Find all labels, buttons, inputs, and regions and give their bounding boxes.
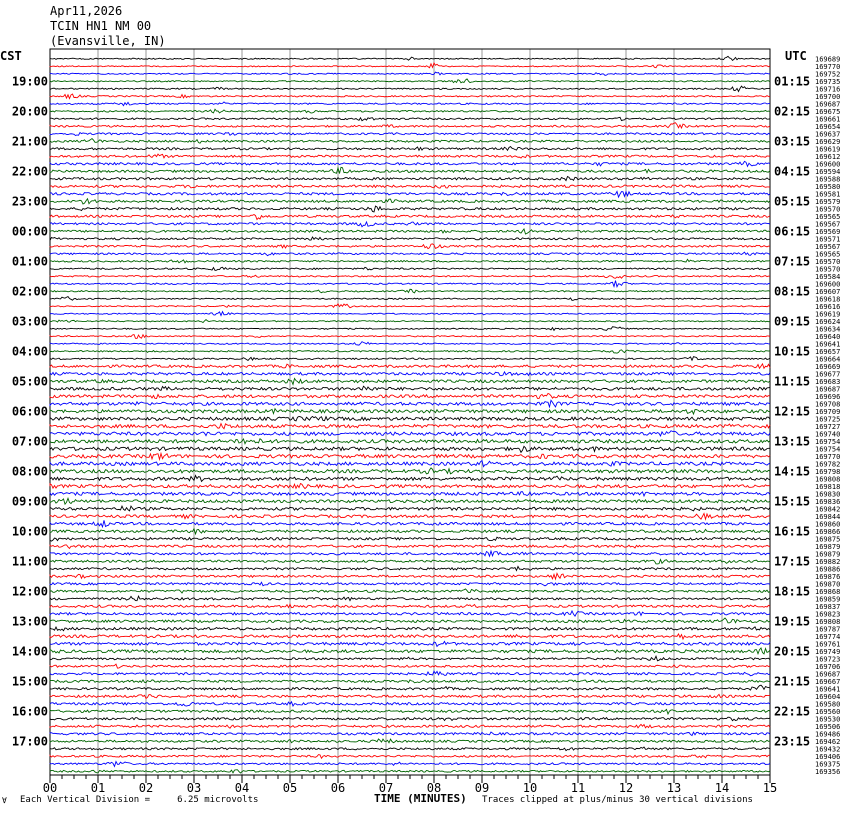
trace-line-71 — [50, 582, 770, 586]
trace-line-75 — [50, 611, 770, 616]
trace-line-74 — [50, 604, 770, 607]
trace-offset-label: 169868 — [815, 587, 841, 596]
trace-offset-label: 169375 — [815, 760, 841, 769]
x-tick-label: 05 — [282, 781, 298, 795]
left-time-label: 13:00 — [11, 614, 48, 629]
trace-offset-label: 169570 — [815, 265, 841, 274]
x-tick-label: 06 — [330, 781, 346, 795]
left-time-label: 07:00 — [11, 434, 48, 449]
trace-offset-label: 169560 — [815, 707, 841, 716]
trace-offset-label: 169708 — [815, 400, 841, 409]
trace-offset-label: 169607 — [815, 287, 841, 296]
trace-line-24 — [50, 229, 770, 234]
trace-offset-label: 169716 — [815, 85, 841, 94]
clip-note: Traces clipped at plus/minus 30 vertical divisions — [482, 795, 753, 805]
trace-line-94 — [50, 755, 770, 759]
trace-offset-label: 169761 — [815, 640, 841, 649]
trace-line-27 — [50, 252, 770, 256]
trace-offset-label: 169356 — [815, 767, 841, 776]
header-date: Apr11,2026 — [50, 4, 123, 18]
trace-line-50 — [50, 424, 770, 429]
right-time-label: 20:15 — [774, 644, 811, 659]
trace-offset-label: 169706 — [815, 662, 841, 671]
right-time-label: 05:15 — [774, 194, 811, 209]
right-time-label: 23:15 — [774, 734, 811, 749]
right-time-label: 08:15 — [774, 284, 811, 299]
trace-offset-label: 169641 — [815, 685, 841, 694]
trace-line-9 — [50, 117, 770, 120]
logo-mark: ∀ — [2, 796, 7, 805]
trace-offset-label: 169836 — [815, 497, 841, 506]
trace-line-3 — [50, 72, 770, 75]
trace-offset-label: 169774 — [815, 632, 841, 641]
trace-offset-label: 169740 — [815, 430, 841, 439]
left-timezone-label: CST — [0, 49, 22, 63]
x-tick-label: 11 — [570, 781, 586, 795]
trace-offset-label: 169629 — [815, 137, 841, 146]
trace-offset-label: 169677 — [815, 370, 841, 379]
x-tick-label: 12 — [618, 781, 634, 795]
trace-line-52 — [50, 439, 770, 444]
trace-offset-label: 169506 — [815, 722, 841, 731]
left-time-label: 23:00 — [11, 194, 48, 209]
trace-line-96 — [50, 770, 770, 773]
trace-offset-label: 169600 — [815, 280, 841, 289]
trace-line-6 — [50, 94, 770, 99]
trace-line-88 — [50, 709, 770, 714]
trace-line-58 — [50, 483, 770, 488]
left-time-label: 16:00 — [11, 704, 48, 719]
right-time-label: 06:15 — [774, 224, 811, 239]
trace-line-16 — [50, 167, 770, 173]
trace-offset-label: 169600 — [815, 160, 841, 169]
trace-offset-label: 169687 — [815, 385, 841, 394]
trace-line-28 — [50, 259, 770, 262]
trace-line-89 — [50, 717, 770, 721]
trace-line-85 — [50, 685, 770, 690]
trace-offset-label: 169624 — [815, 317, 841, 326]
trace-line-39 — [50, 342, 770, 345]
left-time-label: 09:00 — [11, 494, 48, 509]
trace-offset-label: 169569 — [815, 227, 841, 236]
trace-offset-label: 169844 — [815, 512, 841, 521]
right-time-label: 21:15 — [774, 674, 811, 689]
trace-line-48 — [50, 409, 770, 414]
x-axis-title: TIME (MINUTES) — [374, 792, 467, 805]
trace-line-59 — [50, 492, 770, 496]
trace-offset-label: 169664 — [815, 355, 841, 364]
trace-line-84 — [50, 680, 770, 683]
trace-line-46 — [50, 393, 770, 398]
left-time-label: 12:00 — [11, 584, 48, 599]
trace-line-13 — [50, 147, 770, 151]
trace-offset-label: 169860 — [815, 520, 841, 529]
trace-line-10 — [50, 123, 770, 128]
right-time-label: 03:15 — [774, 134, 811, 149]
trace-offset-label: 169808 — [815, 617, 841, 626]
trace-offset-label: 169754 — [815, 437, 841, 446]
trace-offset-label: 169798 — [815, 467, 841, 476]
trace-line-47 — [50, 400, 770, 407]
trace-offset-label: 169725 — [815, 415, 841, 424]
x-tick-label: 15 — [762, 781, 778, 795]
left-time-label: 20:00 — [11, 104, 48, 119]
trace-line-66 — [50, 545, 770, 549]
trace-offset-label: 169876 — [815, 572, 841, 581]
x-tick-label: 04 — [234, 781, 250, 795]
trace-line-91 — [50, 732, 770, 735]
left-time-label: 06:00 — [11, 404, 48, 419]
right-time-label: 04:15 — [774, 164, 811, 179]
trace-offset-label: 169859 — [815, 595, 841, 604]
trace-line-7 — [50, 102, 770, 106]
trace-line-77 — [50, 627, 770, 631]
trace-line-65 — [50, 537, 770, 541]
trace-offset-label: 169612 — [815, 152, 841, 161]
trace-line-19 — [50, 191, 770, 197]
right-time-label: 18:15 — [774, 584, 811, 599]
trace-line-41 — [50, 357, 770, 361]
trace-offset-label: 169770 — [815, 452, 841, 461]
trace-offset-label: 169754 — [815, 445, 841, 454]
trace-offset-label: 169842 — [815, 505, 841, 514]
trace-line-2 — [50, 63, 770, 68]
trace-offset-label: 169866 — [815, 527, 841, 536]
trace-line-73 — [50, 596, 770, 601]
trace-offset-label: 169567 — [815, 220, 841, 229]
right-time-label: 13:15 — [774, 434, 811, 449]
trace-line-90 — [50, 724, 770, 728]
trace-offset-label: 169654 — [815, 122, 841, 131]
left-time-label: 15:00 — [11, 674, 48, 689]
trace-offset-label: 169886 — [815, 565, 841, 574]
trace-offset-label: 169570 — [815, 205, 841, 214]
trace-line-1 — [50, 56, 770, 60]
trace-line-92 — [50, 739, 770, 743]
trace-offset-label: 169580 — [815, 182, 841, 191]
trace-line-22 — [50, 215, 770, 220]
trace-line-82 — [50, 664, 770, 668]
trace-offset-label: 169565 — [815, 212, 841, 221]
trace-line-95 — [50, 762, 770, 767]
trace-line-68 — [50, 560, 770, 564]
trace-line-40 — [50, 350, 770, 353]
traces — [50, 56, 770, 773]
trace-offset-label: 169782 — [815, 460, 841, 469]
left-time-labels — [12, 74, 48, 748]
trace-line-29 — [50, 267, 770, 270]
trace-offset-label: 169661 — [815, 115, 841, 124]
trace-offset-label: 169683 — [815, 377, 841, 386]
trace-offset-label: 169696 — [815, 392, 841, 401]
trace-offset-label: 169618 — [815, 295, 841, 304]
trace-offset-label: 169787 — [815, 625, 841, 634]
right-time-label: 01:15 — [774, 74, 811, 89]
trace-line-93 — [50, 747, 770, 751]
trace-offset-label: 169432 — [815, 745, 841, 754]
trace-offset-label: 169735 — [815, 77, 841, 86]
left-time-label: 05:00 — [11, 374, 48, 389]
trace-offset-label: 169581 — [815, 190, 841, 199]
x-tick-label: 13 — [666, 781, 682, 795]
trace-offset-label: 169823 — [815, 610, 841, 619]
trace-offset-label: 169584 — [815, 272, 841, 281]
trace-line-14 — [50, 154, 770, 158]
trace-line-49 — [50, 416, 770, 421]
left-time-label: 08:00 — [11, 464, 48, 479]
right-time-label: 14:15 — [774, 464, 811, 479]
trace-line-4 — [50, 79, 770, 83]
trace-offset-label: 169594 — [815, 167, 841, 176]
left-time-label: 04:00 — [11, 344, 48, 359]
trace-line-69 — [50, 566, 770, 570]
trace-line-72 — [50, 589, 770, 593]
trace-line-83 — [50, 671, 770, 676]
trace-line-37 — [50, 327, 770, 331]
trace-offset-label: 169616 — [815, 302, 841, 311]
right-time-label: 16:15 — [774, 524, 811, 539]
trace-offset-label: 169570 — [815, 257, 841, 266]
trace-line-20 — [50, 199, 770, 204]
trace-line-61 — [50, 506, 770, 511]
left-time-label: 21:00 — [11, 134, 48, 149]
left-time-label: 01:00 — [11, 254, 48, 269]
trace-offset-label: 169567 — [815, 242, 841, 251]
x-tick-label: 07 — [378, 781, 394, 795]
trace-offset-label: 169723 — [815, 655, 841, 664]
x-tick-label: 14 — [714, 781, 730, 795]
header-location: (Evansville, IN) — [50, 34, 166, 48]
left-time-label: 00:00 — [11, 224, 48, 239]
trace-offset-label: 169709 — [815, 407, 841, 416]
trace-line-34 — [50, 304, 770, 308]
right-time-label: 09:15 — [774, 314, 811, 329]
left-time-label: 03:00 — [11, 314, 48, 329]
trace-line-87 — [50, 702, 770, 706]
right-time-label: 22:15 — [774, 704, 811, 719]
trace-offset-label: 169640 — [815, 332, 841, 341]
trace-offset-label: 169637 — [815, 130, 841, 139]
trace-line-17 — [50, 177, 770, 181]
right-time-label: 19:15 — [774, 614, 811, 629]
trace-line-64 — [50, 529, 770, 534]
right-time-label: 10:15 — [774, 344, 811, 359]
trace-offset-label: 169657 — [815, 347, 841, 356]
left-time-label: 19:00 — [11, 74, 48, 89]
trace-offset-label: 169808 — [815, 475, 841, 484]
x-tick-label: 00 — [42, 781, 58, 795]
trace-offset-label: 169619 — [815, 145, 841, 154]
trace-line-86 — [50, 694, 770, 698]
left-time-label: 22:00 — [11, 164, 48, 179]
x-tick-label: 03 — [186, 781, 202, 795]
trace-line-38 — [50, 335, 770, 339]
trace-line-51 — [50, 431, 770, 436]
trace-line-67 — [50, 551, 770, 556]
trace-line-15 — [50, 161, 770, 166]
trace-line-33 — [50, 297, 770, 301]
trace-line-81 — [50, 656, 770, 661]
trace-line-26 — [50, 244, 770, 249]
trace-line-60 — [50, 498, 770, 504]
trace-offset-label: 169634 — [815, 325, 841, 334]
trace-line-42 — [50, 364, 770, 368]
trace-offset-label: 169700 — [815, 92, 841, 101]
trace-offset-label: 169580 — [815, 700, 841, 709]
trace-line-32 — [50, 289, 770, 293]
trace-offset-label: 169486 — [815, 730, 841, 739]
left-time-label: 10:00 — [11, 524, 48, 539]
trace-line-5 — [50, 86, 770, 91]
left-time-label: 02:00 — [11, 284, 48, 299]
x-tick-label: 01 — [90, 781, 106, 795]
trace-offset-label: 169462 — [815, 737, 841, 746]
trace-line-57 — [50, 475, 770, 481]
trace-line-56 — [50, 468, 770, 474]
trace-line-54 — [50, 453, 770, 459]
trace-offset-label: 169870 — [815, 580, 841, 589]
trace-line-30 — [50, 275, 770, 278]
trace-offset-label: 169675 — [815, 107, 841, 116]
trace-offset-label: 169571 — [815, 235, 841, 244]
trace-offset-label: 169818 — [815, 482, 841, 491]
trace-offset-label: 169749 — [815, 647, 841, 656]
left-time-label: 17:00 — [11, 734, 48, 749]
trace-line-80 — [50, 648, 770, 654]
trace-offset-label: 169641 — [815, 340, 841, 349]
trace-line-18 — [50, 185, 770, 188]
x-tick-label: 10 — [522, 781, 538, 795]
scale-note: Each Vertical Division = 6.25 microvolts — [20, 795, 259, 805]
trace-line-55 — [50, 461, 770, 467]
trace-offset-label: 169667 — [815, 677, 841, 686]
trace-line-23 — [50, 222, 770, 227]
trace-offset-label: 169727 — [815, 422, 841, 431]
trace-offset-labels — [815, 55, 840, 776]
trace-offset-label: 169565 — [815, 250, 841, 259]
trace-line-62 — [50, 513, 770, 519]
trace-line-44 — [50, 378, 770, 384]
trace-line-21 — [50, 206, 770, 212]
trace-line-63 — [50, 520, 770, 527]
right-timezone-label: UTC — [785, 49, 807, 63]
right-time-label: 17:15 — [774, 554, 811, 569]
trace-offset-label: 169752 — [815, 70, 841, 79]
right-time-label: 11:15 — [774, 374, 811, 389]
trace-line-70 — [50, 573, 770, 579]
trace-offset-label: 169669 — [815, 362, 841, 371]
trace-offset-label: 169687 — [815, 670, 841, 679]
right-time-label: 02:15 — [774, 104, 811, 119]
trace-line-25 — [50, 237, 770, 240]
trace-line-8 — [50, 109, 770, 113]
trace-offset-label: 169770 — [815, 62, 841, 71]
trace-line-43 — [50, 372, 770, 376]
trace-offset-label: 169882 — [815, 557, 841, 566]
trace-line-45 — [50, 386, 770, 390]
trace-offset-label: 169588 — [815, 175, 841, 184]
right-time-labels — [774, 74, 810, 748]
trace-line-79 — [50, 641, 770, 646]
left-time-label: 11:00 — [11, 554, 48, 569]
trace-offset-label: 169604 — [815, 692, 841, 701]
trace-line-11 — [50, 133, 770, 136]
x-tick-label: 08 — [426, 781, 442, 795]
trace-offset-label: 169875 — [815, 535, 841, 544]
trace-line-36 — [50, 320, 770, 323]
trace-offset-label: 169687 — [815, 100, 841, 109]
header-station: TCIN HN1 NM 00 — [50, 19, 152, 33]
right-time-label: 07:15 — [774, 254, 811, 269]
trace-offset-label: 169879 — [815, 542, 841, 551]
trace-offset-label: 169579 — [815, 197, 841, 206]
trace-line-12 — [50, 139, 770, 144]
right-time-label: 15:15 — [774, 494, 811, 509]
trace-offset-label: 169689 — [815, 55, 841, 64]
trace-offset-label: 169837 — [815, 602, 841, 611]
trace-line-76 — [50, 618, 770, 623]
trace-offset-label: 169619 — [815, 310, 841, 319]
trace-line-35 — [50, 312, 770, 316]
x-tick-label: 09 — [474, 781, 490, 795]
trace-offset-label: 169879 — [815, 550, 841, 559]
trace-offset-label: 169530 — [815, 715, 841, 724]
trace-line-31 — [50, 281, 770, 287]
trace-line-78 — [50, 634, 770, 639]
x-tick-label: 02 — [138, 781, 154, 795]
trace-offset-label: 169830 — [815, 490, 841, 499]
left-time-label: 14:00 — [11, 644, 48, 659]
trace-offset-label: 169406 — [815, 752, 841, 761]
trace-line-53 — [50, 446, 770, 452]
right-time-label: 12:15 — [774, 404, 811, 419]
